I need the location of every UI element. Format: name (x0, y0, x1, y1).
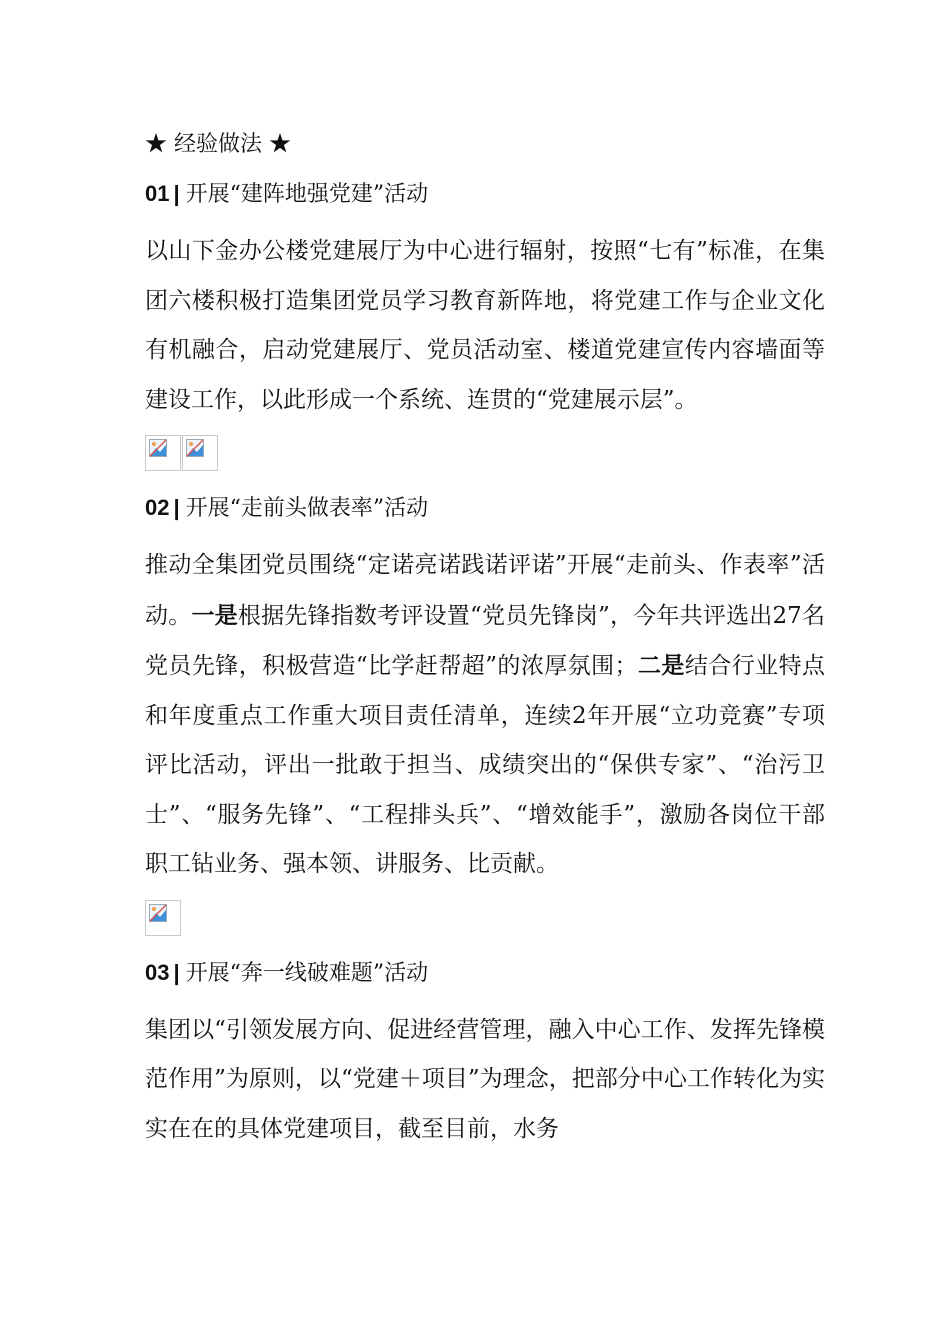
broken-image-icon (145, 900, 181, 936)
section-title: 开展“建阵地强党建”活动 (185, 182, 429, 207)
section-heading-02 (145, 491, 825, 526)
separator: | (173, 495, 180, 520)
emphasis-second: 二是 (637, 652, 685, 679)
section-number: 02 (145, 495, 170, 520)
image-row-01 (145, 435, 825, 471)
separator: | (173, 181, 180, 206)
section-number: 03 (145, 959, 170, 985)
paragraph-text: 结合行业特点和年度重点工作重大项目责任清单，连续2年开展“立功竞赛”专项评比活动，评出一批敢于担当、成绩突出的“保供专家”、“治污卫士”、“服务先锋”、“工程排头兵”、“增效能手”，激励各岗位干部职工钻业务、强本领、讲服务、比贡献。 (145, 653, 825, 877)
section-paragraph-02 (145, 541, 825, 890)
broken-image-icon (182, 435, 218, 471)
section-paragraph-03: 集团以“引领发展方向、促进经营管理，融入中心工作、发挥先锋模范作用”为原则，以“党建＋项目”为理念，把部分中心工作转化为实实在在的具体党建项目，截至目前，水务 (145, 1016, 825, 1142)
image-row-02 (145, 900, 825, 936)
paragraph-text: 根据先锋指数考评设置“党员先锋岗”，今年共评选出27名党员先锋，积极营造“比学赶帮超”的浓厚氛围； (145, 602, 826, 679)
document-page (145, 128, 825, 1154)
emphasis-first: 一是 (191, 601, 238, 629)
broken-image-icon (145, 435, 181, 471)
section-heading-01 (145, 177, 825, 212)
section-number: 01 (145, 181, 170, 206)
separator: | (173, 959, 180, 985)
section-title: 开展“奔一线破难题”活动 (185, 960, 429, 986)
section-heading-03 (145, 956, 825, 991)
section-title: 开展“走前头做表率”活动 (185, 496, 429, 521)
paragraph-text: 推动全集团党员围绕“定诺亮诺践诺评诺”开展“走前头、作表率”活动。 (145, 552, 825, 629)
section-paragraph-01: 以山下金办公楼党建展厅为中心进行辐射，按照“七有”标准，在集团六楼积极打造集团党员学习教育新阵地，将党建工作与企业文化有机融合，启动党建展厅、党员活动室、楼道党建宣传内容墙面等建设工作，以此形成一个系统、连贯的“党建展示层”。 (145, 238, 825, 413)
page-title: ★ 经验做法 ★ (145, 132, 291, 157)
